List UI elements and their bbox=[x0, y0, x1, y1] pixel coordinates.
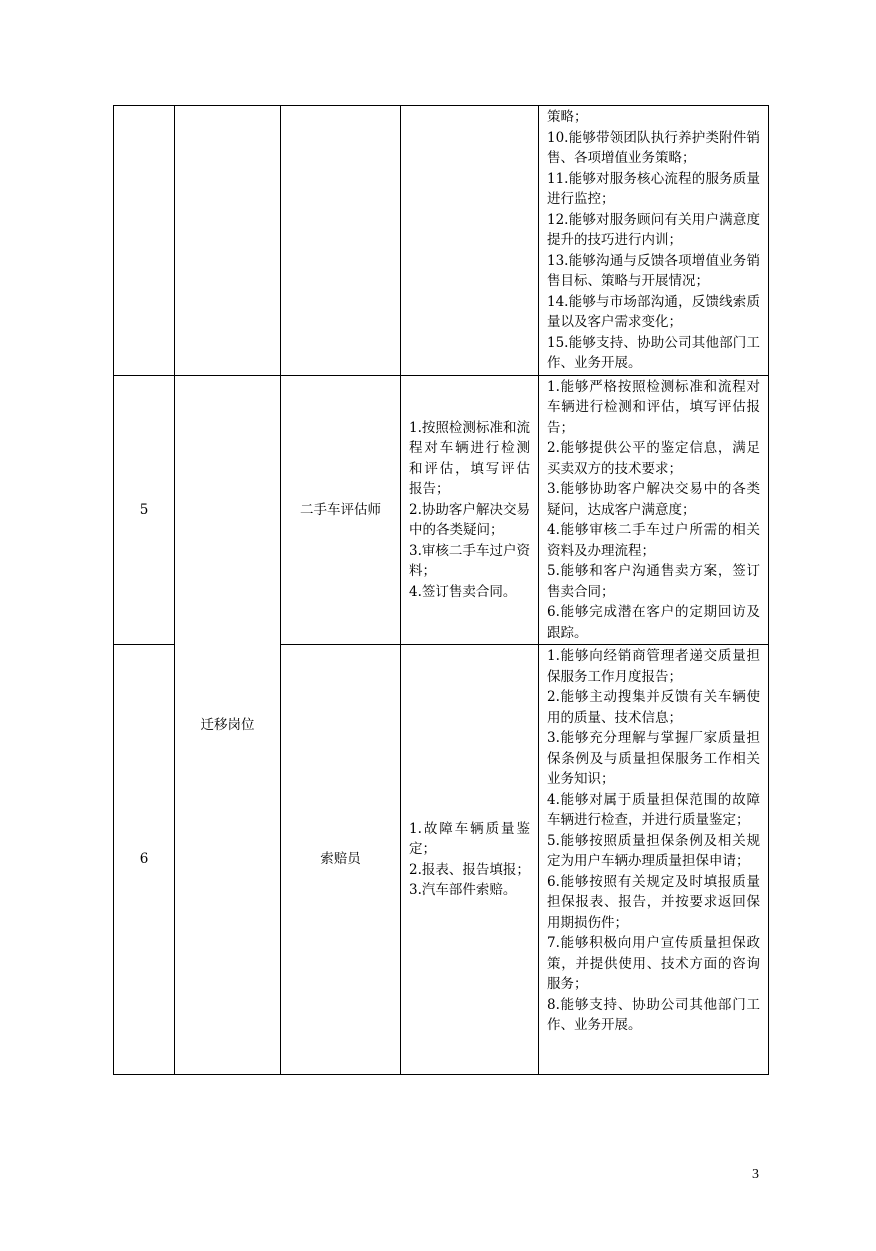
requirement-item: 12.能够对服务顾问有关用户满意度提升的技巧进行内训； bbox=[547, 211, 760, 248]
requirement-item: 4.能够对属于质量担保范围的故障车辆进行检查，并进行质量鉴定； bbox=[547, 791, 760, 828]
requirement-item: 4.能够审核二手车过户所需的相关资料及办理流程； bbox=[547, 522, 760, 559]
duty-item: 1.故障车辆质量鉴定； bbox=[409, 820, 530, 857]
table-row-5 bbox=[114, 375, 769, 645]
job-requirements-table bbox=[113, 105, 769, 1075]
requirements-cell-continued bbox=[539, 106, 769, 376]
requirement-item: 13.能够沟通与反馈各项增值业务销售目标、策略与开展情况； bbox=[547, 252, 760, 289]
requirement-item: 5.能够和客户沟通售卖方案，签订售卖合同； bbox=[547, 563, 760, 600]
requirement-item: 2.能够主动搜集并反馈有关车辆使用的质量、技术信息； bbox=[547, 689, 760, 726]
page-number: 3 bbox=[752, 1167, 759, 1182]
requirement-item: 15.能够支持、协助公司其他部门工作、业务开展。 bbox=[547, 334, 760, 371]
requirement-item: 1.能够向经销商管理者递交质量担保服务工作月度报告； bbox=[547, 648, 760, 685]
requirement-item: 5.能够按照质量担保条例及相关规定为用户车辆办理质量担保申请； bbox=[547, 832, 760, 869]
duty-item: 3.汽车部件索赔。 bbox=[409, 882, 517, 898]
requirement-item: 3.能够协助客户解决交易中的各类疑问，达成客户满意度； bbox=[547, 481, 760, 518]
position-cell-empty bbox=[281, 106, 401, 376]
duty-item: 3.审核二手车过户资料； bbox=[409, 542, 530, 579]
duty-item: 4.签订售卖合同。 bbox=[409, 583, 517, 600]
duty-item: 2.协助客户解决交易中的各类疑问； bbox=[409, 501, 530, 538]
position-name: 二手车评估师 bbox=[281, 375, 401, 645]
duty-item: 1.按照检测标准和流程对车辆进行检测和评估，填写评估报告； bbox=[409, 419, 530, 497]
requirements-cell bbox=[539, 375, 769, 645]
row-number: 6 bbox=[114, 645, 175, 1075]
requirement-item: 6.能够完成潜在客户的定期回访及跟踪。 bbox=[547, 604, 760, 641]
requirement-item: 7.能够积极向用户宣传质量担保政策，并提供使用、技术方面的咨询服务； bbox=[547, 935, 760, 992]
requirement-item: 10.能够带领团队执行养护类附件销售、各项增值业务策略； bbox=[547, 129, 760, 166]
row-number: 5 bbox=[114, 375, 175, 645]
requirement-item: 策略； bbox=[547, 109, 588, 125]
group-label-cell: 迁移岗位 bbox=[175, 375, 281, 1075]
duty-item: 2.报表、报告填报； bbox=[409, 861, 530, 878]
position-name: 索赔员 bbox=[281, 645, 401, 1075]
num-cell-empty bbox=[114, 106, 175, 376]
table-row-continued bbox=[114, 106, 769, 376]
requirements-cell bbox=[539, 645, 769, 1075]
duties-cell bbox=[401, 645, 539, 1075]
category-cell-empty bbox=[175, 106, 281, 376]
requirement-item: 11.能够对服务核心流程的服务质量进行监控； bbox=[547, 170, 760, 207]
requirement-item: 6.能够按照有关规定及时填报质量担保报表、报告，并按要求返回保用期损伤件； bbox=[547, 873, 760, 931]
duties-cell-empty bbox=[401, 106, 539, 376]
duties-cell bbox=[401, 375, 539, 645]
requirement-item: 3.能够充分理解与掌握厂家质量担保条例及与质量担保服务工作相关业务知识； bbox=[547, 730, 760, 787]
requirement-item: 8.能够支持、协助公司其他部门工作、业务开展。 bbox=[547, 996, 760, 1033]
requirement-item: 1.能够严格按照检测标准和流程对车辆进行检测和评估，填写评估报告； bbox=[547, 378, 760, 436]
requirement-item: 2.能够提供公平的鉴定信息，满足买卖双方的技术要求； bbox=[547, 440, 760, 477]
requirement-item: 14.能够与市场部沟通，反馈线索质量以及客户需求变化； bbox=[547, 293, 760, 330]
